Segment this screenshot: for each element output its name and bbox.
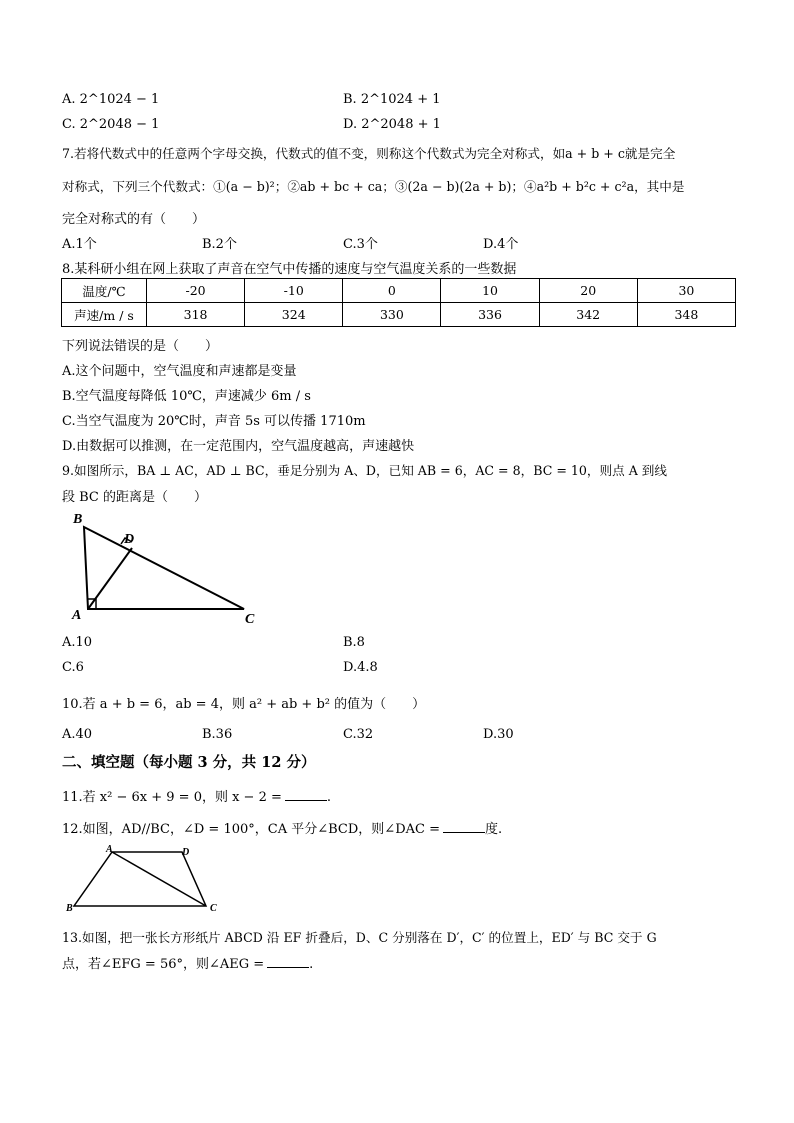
q9-stem-line1: 9.如图所示，BA ⊥ AC，AD ⊥ BC，垂足分别为 A、D，已知 AB = 6，AC = 8，BC = 10，则点 A 到线 bbox=[62, 463, 667, 478]
table-header-cell: 温度/℃ bbox=[62, 279, 147, 303]
q13-line2 bbox=[62, 953, 313, 972]
q10-option-d: D.30 bbox=[483, 727, 514, 742]
q8-question: 下列说法错误的是（ ） bbox=[62, 339, 219, 354]
q9-option-c: C.6 bbox=[62, 660, 84, 675]
q10-option-b: B.36 bbox=[202, 727, 233, 742]
q7-stem-line1: 7.若将代数式中的任意两个字母交换，代数式的值不变，则称这个代数式为完全对称式，如a + b + c就是完全 bbox=[62, 146, 676, 161]
label-a: A bbox=[72, 608, 82, 623]
q6-option-d: D. 2^2048 + 1 bbox=[343, 117, 441, 132]
q13-answer-blank[interactable] bbox=[267, 967, 309, 968]
q11-line bbox=[62, 786, 331, 805]
table-cell: 330 bbox=[343, 303, 441, 327]
q12-trapezoid-figure bbox=[62, 840, 247, 918]
label-b: B bbox=[66, 903, 73, 914]
table-header-cell: 声速/m / s bbox=[62, 303, 147, 327]
triangle-abc bbox=[84, 527, 244, 609]
q6-option-a: A. 2^1024 − 1 bbox=[62, 92, 160, 107]
q11-stem: 11.若 x² − 6x + 9 = 0，则 x − 2 = bbox=[62, 790, 282, 805]
q10-option-c: C.32 bbox=[343, 727, 374, 742]
q8-option-c: C.当空气温度为 20℃时，声音 5s 可以传播 1710m bbox=[62, 414, 366, 429]
q7-stem-line3: 完全对称式的有（ ） bbox=[62, 212, 206, 227]
q12-end: 度. bbox=[484, 822, 503, 837]
table-row bbox=[62, 303, 736, 327]
table-row bbox=[62, 279, 736, 303]
q8-option-a: A.这个问题中，空气温度和声速都是变量 bbox=[62, 364, 297, 379]
label-c: C bbox=[210, 903, 217, 914]
table-cell: 0 bbox=[343, 279, 441, 303]
table-cell: -10 bbox=[245, 279, 343, 303]
diagonal-ac bbox=[112, 852, 206, 906]
table-cell: 318 bbox=[147, 303, 245, 327]
q9-triangle-figure bbox=[62, 505, 262, 630]
q8-stem: 8.某科研小组在网上获取了声音在空气中传播的速度与空气温度关系的一些数据 bbox=[62, 262, 517, 277]
table-cell: 324 bbox=[245, 303, 343, 327]
q13-end: . bbox=[309, 957, 314, 972]
q11-end: . bbox=[326, 790, 332, 805]
q12-line bbox=[62, 818, 502, 837]
q7-option-a: A.1个 bbox=[62, 237, 97, 252]
label-a: A bbox=[106, 844, 113, 855]
q7-option-c: C.3个 bbox=[343, 237, 378, 252]
table-cell: -20 bbox=[147, 279, 245, 303]
q9-option-b: B.8 bbox=[343, 635, 365, 650]
altitude-ad bbox=[88, 548, 132, 609]
q7-stem-line2: 对称式，下列三个代数式：①(a − b)²；②ab + bc + ca；③(2a − b)(2a + b)；④a²b + b²c + c²a，其中是 bbox=[62, 179, 685, 194]
q9-stem-line2: 段 BC 的距离是（ ） bbox=[62, 490, 208, 505]
q13-stem-line2: 点，若∠EFG = 56°，则∠AEG = bbox=[62, 957, 265, 972]
table-cell: 342 bbox=[539, 303, 637, 327]
label-d: D bbox=[182, 847, 190, 858]
q10-option-a: A.40 bbox=[62, 727, 93, 742]
q13-stem-line1: 13.如图，把一张长方形纸片 ABCD 沿 EF 折叠后，D、C 分别落在 D′，C′ 的位置上，ED′ 与 BC 交于 G bbox=[62, 930, 657, 945]
table-cell: 10 bbox=[441, 279, 539, 303]
label-b: B bbox=[73, 512, 83, 527]
table-cell: 20 bbox=[539, 279, 637, 303]
q6-option-c: C. 2^2048 − 1 bbox=[62, 117, 160, 132]
sound-speed-table bbox=[61, 278, 736, 327]
q7-option-d: D.4个 bbox=[483, 237, 519, 252]
q11-answer-blank[interactable] bbox=[285, 800, 327, 801]
table-cell: 348 bbox=[637, 303, 735, 327]
q7-option-b: B.2个 bbox=[202, 237, 237, 252]
q12-stem: 12.如图，AD//BC，∠D = 100°，CA 平分∠BCD，则∠DAC = bbox=[62, 822, 440, 837]
q8-option-b: B.空气温度每降低 10℃，声速减少 6m / s bbox=[62, 389, 311, 404]
q12-answer-blank[interactable] bbox=[443, 832, 485, 833]
table-cell: 336 bbox=[441, 303, 539, 327]
label-c: C bbox=[245, 612, 255, 627]
q9-option-a: A.10 bbox=[62, 635, 93, 650]
table-cell: 30 bbox=[637, 279, 735, 303]
section-heading: 二、填空题（每小题 3 分，共 12 分） bbox=[62, 754, 316, 771]
trapezoid-abcd bbox=[74, 852, 206, 906]
q8-option-d: D.由数据可以推测，在一定范围内，空气温度越高，声速越快 bbox=[62, 439, 415, 454]
label-d: D bbox=[124, 532, 135, 547]
q9-option-d: D.4.8 bbox=[343, 660, 378, 675]
q6-option-b: B. 2^1024 + 1 bbox=[343, 92, 441, 107]
q10-stem: 10.若 a + b = 6，ab = 4，则 a² + ab + b² 的值为（ ） bbox=[62, 697, 426, 712]
